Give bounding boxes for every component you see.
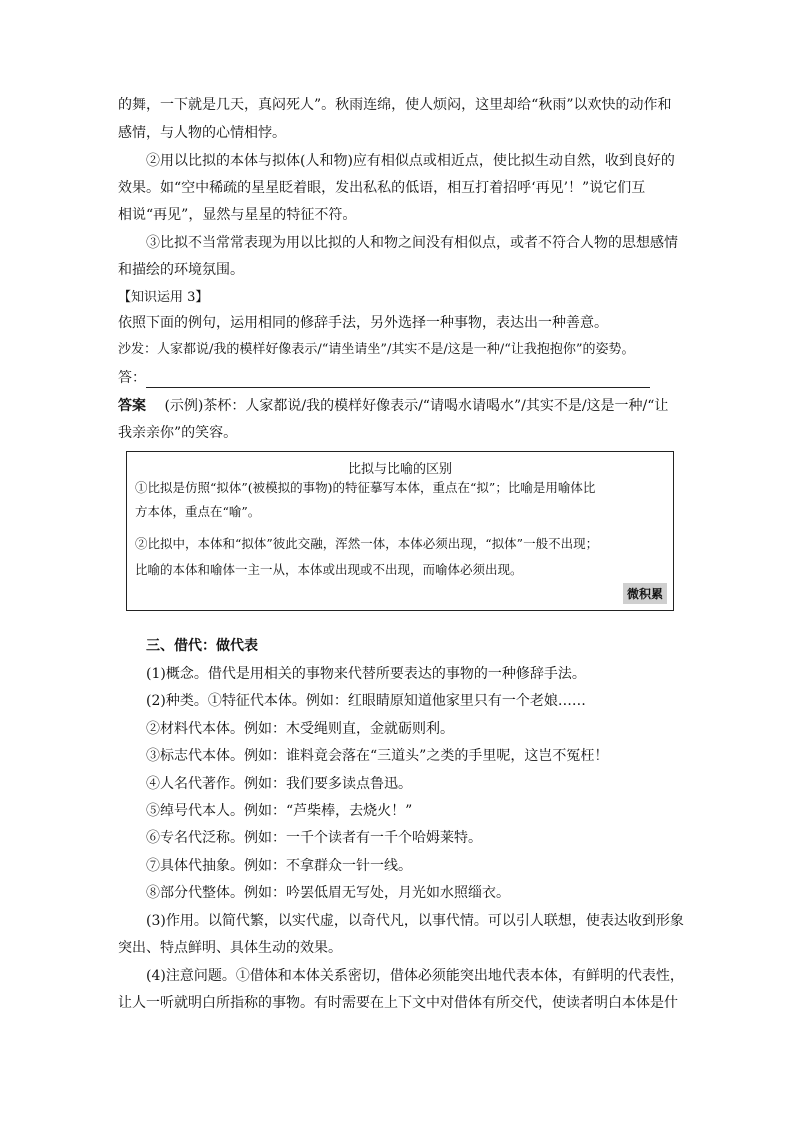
type-item: ⑧部分代整体。例如：吟罢低眉无写处，月光如水照缁衣。: [146, 885, 510, 901]
section3-concept: (1)概念。借代是用相关的事物来代替所要表达的事物的一种修辞手法。: [146, 666, 586, 682]
answer-text: (示例)茶杯：人家都说/我的模样好像表示/“请喝水请喝水”/其实不是/这是一种/“让: [164, 398, 669, 414]
answer-label: 答案: [118, 398, 146, 414]
para2-line1: ②用以比拟的本体与拟体(人和物)应有相似点或相近点，使比拟生动自然，收到良好的: [146, 153, 675, 169]
para3-line1: ③比拟不当常常表现为用以比拟的人和物之间没有相似点，或者不符合人物的思想感情: [146, 235, 678, 251]
para1-line1: 的舞，一下就是几天，真闷死人”。秋雨连绵，使人烦闷，这里却给“秋雨”以欢快的动作和: [118, 97, 672, 113]
type-item: ⑤绰号代本人。例如：“芦柴棒，去烧火！”: [146, 803, 413, 819]
tip-box-line4: 比喻的本体和喻体一主一从，本体或出现或不出现，而喻体必须出现。: [135, 562, 523, 577]
note-line1: (4)注意问题。①借体和本体关系密切，借体必须能突出地代表本体，有鲜明的代表性，: [146, 968, 684, 984]
exercise-example: 沙发：人家都说/我的模样好像表示/“请坐请坐”/其实不是/这是一种/“让我抱抱你”的姿势。: [118, 342, 635, 357]
tip-box-line1: ①比拟是仿照“拟体”(被模拟的事物)的特征摹写本体，重点在“拟”；比喻是用喻体比: [135, 480, 596, 495]
para2-line2: 效果。如“空中稀疏的星星眨着眼，发出私私的低语，相互打着招呼‘再见’！”说它们互: [118, 180, 646, 196]
type-item: ④人名代著作。例如：我们要多读点鲁迅。: [146, 776, 412, 792]
type-item: ⑥专名代泛称。例如：一千个读者有一千个哈姆莱特。: [146, 830, 482, 846]
answer-blank-line[interactable]: [146, 387, 650, 388]
tip-box-line3: ②比拟中，本体和“拟体”彼此交融，浑然一体，本体必须出现，“拟体”一般不出现；: [135, 536, 599, 551]
answer-prefix: 答：: [118, 370, 146, 386]
type-item: (2)种类。①特征代本体。例如：红眼睛原知道他家里只有一个老娘……: [146, 693, 586, 709]
answer-line2: 我亲亲你”的笑容。: [118, 425, 238, 441]
type-item: ③标志代本体。例如：谁料竟会落在“三道头”之类的手里呢，这岂不冤枉！: [146, 748, 609, 764]
tip-box: [126, 451, 674, 611]
exercise-heading: 【知识运用 3】: [118, 290, 209, 305]
section3-heading: 三、借代：做代表: [146, 638, 258, 654]
answer-line1: [118, 397, 668, 415]
tip-box-line2: 方本体，重点在“喻”。: [135, 504, 261, 519]
note-line2: 让人一听就明白所指称的事物。有时需要在上下文中对借体有所交代，使读者明白本体是什: [118, 995, 678, 1011]
para2-line3: 相说“再见”，显然与星星的特征不符。: [118, 207, 357, 223]
micro-accumulation-badge: 微积累: [623, 583, 667, 604]
tip-box-title: 比拟与比喻的区别: [347, 462, 452, 477]
type-item: ⑦具体代抽象。例如：不拿群众一针一线。: [146, 858, 412, 874]
para1-line2: 感情，与人物的心情相悖。: [118, 125, 286, 141]
exercise-prompt: 依照下面的例句，运用相同的修辞手法，另外选择一种事物，表达出一种善意。: [118, 315, 608, 331]
effect-line1: (3)作用。以简代繁，以实代虚，以奇代凡，以事代情。可以引人联想，使表达收到形象: [146, 913, 684, 929]
type-item: ②材料代本体。例如：木受绳则直，金就砺则利。: [146, 721, 454, 737]
effect-line2: 突出、特点鲜明、具体生动的效果。: [118, 940, 342, 956]
para3-line2: 和描绘的环境氛围。: [118, 262, 244, 278]
